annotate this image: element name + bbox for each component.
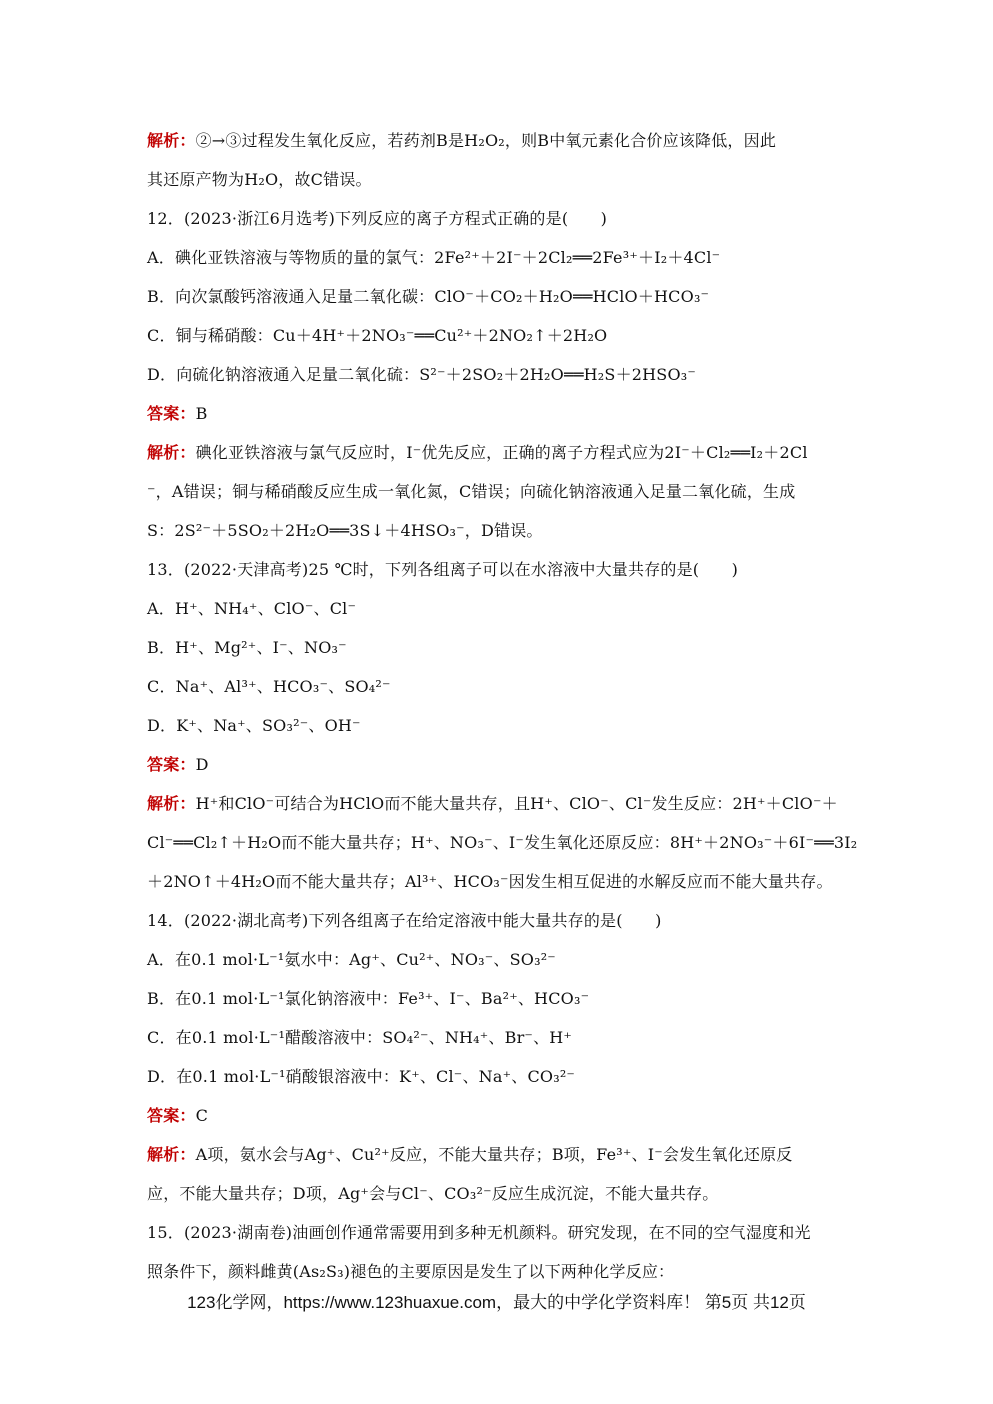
labeled-line — [147, 443, 808, 463]
text-line — [147, 1223, 811, 1243]
line-text: H⁺和ClO⁻可结合为HClO而不能大量共存，且H⁺、ClO⁻、Cl⁻发生反应：2H⁺＋ClO⁻＋ — [195, 794, 838, 813]
line-text: C．Na⁺、Al³⁺、HCO₃⁻、SO₄²⁻ — [147, 677, 391, 696]
page-footer: 123化学网，https://www.123huaxue.com，最大的中学化学资料库！ 第5页 共12页 — [187, 1293, 806, 1312]
line-label: 答案： — [147, 1106, 196, 1125]
line-text: D．向硫化钠溶液通入足量二氧化硫：S²⁻＋2SO₂＋2H₂O══H₂S＋2HSO₃⁻ — [147, 365, 697, 384]
text-line — [147, 677, 391, 697]
text-line — [147, 521, 543, 541]
text-line — [147, 1067, 575, 1087]
line-text: 照条件下，颜料雌黄(As₂S₃)褪色的主要原因是发生了以下两种化学反应： — [147, 1262, 675, 1281]
text-line — [147, 989, 589, 1009]
line-label: 解析： — [147, 131, 196, 150]
labeled-line — [147, 794, 838, 814]
text-line — [147, 482, 795, 502]
text-line — [147, 833, 857, 853]
text-line — [147, 716, 361, 736]
text-line — [147, 209, 607, 229]
line-text: 15．(2023·湖南卷)油画创作通常需要用到多种无机颜料。研究发现，在不同的空气湿度和光 — [147, 1223, 811, 1242]
text-line — [147, 560, 738, 580]
line-label: 解析： — [147, 443, 196, 462]
line-text: ⁻，A错误；铜与稀硝酸反应生成一氧化氮，C错误；向硫化钠溶液通入足量二氧化硫，生成 — [147, 482, 796, 501]
line-text: C — [195, 1106, 209, 1125]
line-text: A项，氨水会与Ag⁺、Cu²⁺反应，不能大量共存；B项，Fe³⁺、I⁻会发生氧化还原反 — [195, 1145, 793, 1164]
text-line — [147, 170, 372, 190]
line-text: ②→③过程发生氧化反应，若药剂B是H₂O₂，则B中氧元素化合价应该降低，因此 — [195, 131, 777, 150]
line-label: 解析： — [147, 1145, 196, 1164]
line-text: B — [195, 404, 208, 423]
line-text: S：2S²⁻＋5SO₂＋2H₂O══3S↓＋4HSO₃⁻，D错误。 — [147, 521, 543, 540]
line-label: 答案： — [147, 755, 196, 774]
line-text: 其还原产物为H₂O，故C错误。 — [147, 170, 372, 189]
line-text: 碘化亚铁溶液与氯气反应时，I⁻优先反应，正确的离子方程式应为2I⁻＋Cl₂══I₂＋2Cl — [195, 443, 808, 462]
text-line — [147, 326, 607, 346]
line-text: D．在0.1 mol·L⁻¹硝酸银溶液中：K⁺、Cl⁻、Na⁺、CO₃²⁻ — [147, 1067, 576, 1086]
labeled-line — [147, 131, 776, 151]
line-text: B．在0.1 mol·L⁻¹氯化钠溶液中：Fe³⁺、I⁻、Ba²⁺、HCO₃⁻ — [147, 989, 590, 1008]
line-text: D — [195, 755, 209, 774]
line-text: 13．(2022·天津高考)25 ℃时，下列各组离子可以在水溶液中大量共存的是( ) — [147, 560, 739, 579]
line-text: 12．(2023·浙江6月选考)下列反应的离子方程式正确的是( ) — [147, 209, 608, 228]
line-text: D．K⁺、Na⁺、SO₃²⁻、OH⁻ — [147, 716, 361, 735]
text-line — [147, 1028, 572, 1048]
line-text: B．向次氯酸钙溶液通入足量二氧化碳：ClO⁻＋CO₂＋H₂O══HClO＋HCO₃⁻ — [147, 287, 710, 306]
line-text: ＋2NO↑＋4H₂O而不能大量共存；Al³⁺、HCO₃⁻因发生相互促进的水解反应而不能大量共存。 — [147, 872, 833, 891]
labeled-line — [147, 1106, 208, 1126]
labeled-line — [147, 755, 209, 775]
text-line — [147, 950, 556, 970]
line-text: A．在0.1 mol·L⁻¹氨水中：Ag⁺、Cu²⁺、NO₃⁻、SO₃²⁻ — [147, 950, 556, 969]
line-text: C．铜与稀硝酸：Cu＋4H⁺＋2NO₃⁻══Cu²⁺＋2NO₂↑＋2H₂O — [147, 326, 608, 345]
line-text: 应，不能大量共存；D项，Ag⁺会与Cl⁻、CO₃²⁻反应生成沉淀，不能大量共存。 — [147, 1184, 719, 1203]
text-line — [147, 287, 709, 307]
line-text: C．在0.1 mol·L⁻¹醋酸溶液中：SO₄²⁻、NH₄⁺、Br⁻、H⁺ — [147, 1028, 573, 1047]
labeled-line — [147, 404, 208, 424]
line-text: A．碘化亚铁溶液与等物质的量的氯气：2Fe²⁺＋2I⁻＋2Cl₂══2Fe³⁺＋I₂＋4Cl⁻ — [147, 248, 721, 267]
line-text: A．H⁺、NH₄⁺、ClO⁻、Cl⁻ — [147, 599, 357, 618]
line-text: 14．(2022·湖北高考)下列各组离子在给定溶液中能大量共存的是( ) — [147, 911, 662, 930]
line-text: Cl⁻══Cl₂↑＋H₂O而不能大量共存；H⁺、NO₃⁻、I⁻发生氧化还原反应：8H⁺＋2NO₃⁻＋6I⁻══3I₂ — [147, 833, 858, 852]
line-label: 答案： — [147, 404, 196, 423]
labeled-line — [147, 1145, 793, 1165]
text-line — [147, 638, 347, 658]
text-line — [147, 1184, 719, 1204]
text-line — [147, 872, 833, 892]
line-text: B．H⁺、Mg²⁺、I⁻、NO₃⁻ — [147, 638, 347, 657]
text-line — [147, 1262, 674, 1282]
text-line — [147, 599, 356, 619]
text-line — [147, 911, 662, 931]
text-line — [147, 248, 720, 268]
text-line — [147, 365, 696, 385]
line-label: 解析： — [147, 794, 196, 813]
